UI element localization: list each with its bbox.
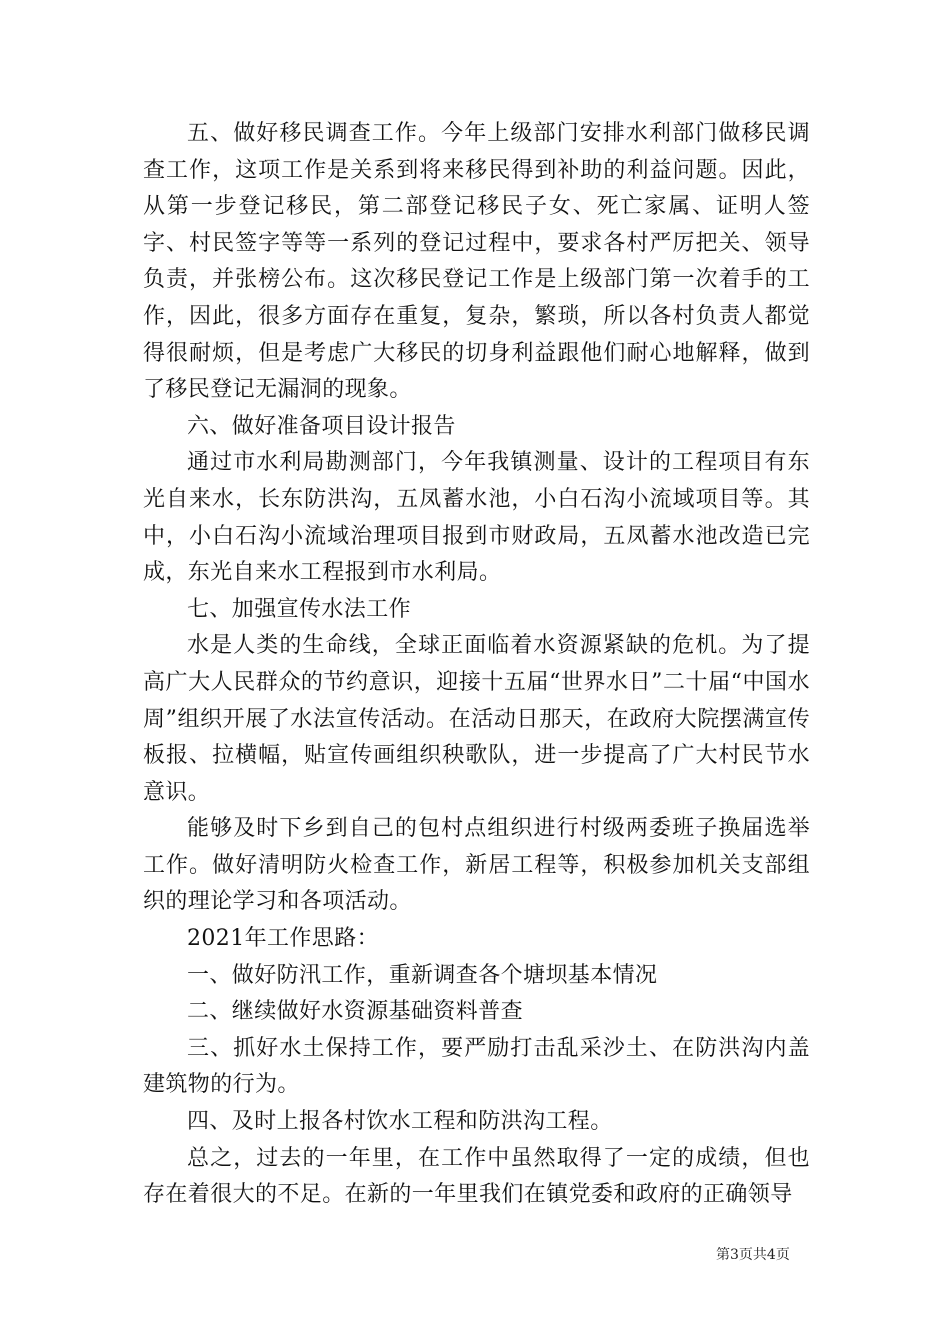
list-item: 三、抓好水土保持工作，要严励打击乱采沙土、在防洪沟内盖建筑物的行为。	[143, 1035, 810, 1098]
document-body	[143, 116, 810, 1214]
list-item: 四、及时上报各村饮水工程和防洪沟工程。	[187, 1109, 613, 1135]
list-item: 一、做好防汛工作，重新调查各个塘坝基本情况	[187, 962, 658, 988]
section-heading: 2021年工作思路：	[187, 926, 379, 952]
section-heading: 六、做好准备项目设计报告	[187, 413, 456, 439]
paragraph: 水是人类的生命线，全球正面临着水资源紧缺的危机。为了提高广大人民群众的节约意识，迎接十五届“世界水日”二十届“中国水周”组织开展了水法宣传活动。在活动日那天，在政府大院摆满宣传板报、拉横幅，贴宣传画组织秧歌队，进一步提高了广大村民节水意识。	[143, 633, 810, 805]
list-item: 二、继续做好水资源基础资料普查	[187, 999, 524, 1025]
page-number: 第3页共4页	[716, 1247, 790, 1263]
paragraph: 能够及时下乡到自己的包村点组织进行村级两委班子换届选举工作。做好清明防火检查工作，新居工程等，积极参加机关支部组织的理论学习和各项活动。	[143, 816, 810, 915]
paragraph: 通过市水利局勘测部门，今年我镇测量、设计的工程项目有东光自来水，长东防洪沟，五凤蓄水池，小白石沟小流域项目等。其中，小白石沟小流域治理项目报到市财政局，五凤蓄水池改造已完成，东光自来水工程报到市水利局。	[143, 450, 810, 586]
paragraph: 总之，过去的一年里，在工作中虽然取得了一定的成绩，但也存在着很大的不足。在新的一年里我们在镇党委和政府的正确领导	[143, 1145, 810, 1208]
section-heading: 七、加强宣传水法工作	[187, 596, 412, 622]
paragraph: 五、做好移民调查工作。今年上级部门安排水利部门做移民调查工作，这项工作是关系到将来移民得到补助的利益问题。因此，从第一步登记移民，第二部登记移民子女、死亡家属、证明人签字、村民签字等等一系列的登记过程中，要求各村严厉把关、领导负责，并张榜公布。这次移民登记工作是上级部门第一次着手的工作，因此，很多方面存在重复，复杂，繁琐，所以各村负责人都觉得很耐烦，但是考虑广大移民的切身利益跟他们耐心地解释，做到了移民登记无漏洞的现象。	[143, 121, 810, 403]
